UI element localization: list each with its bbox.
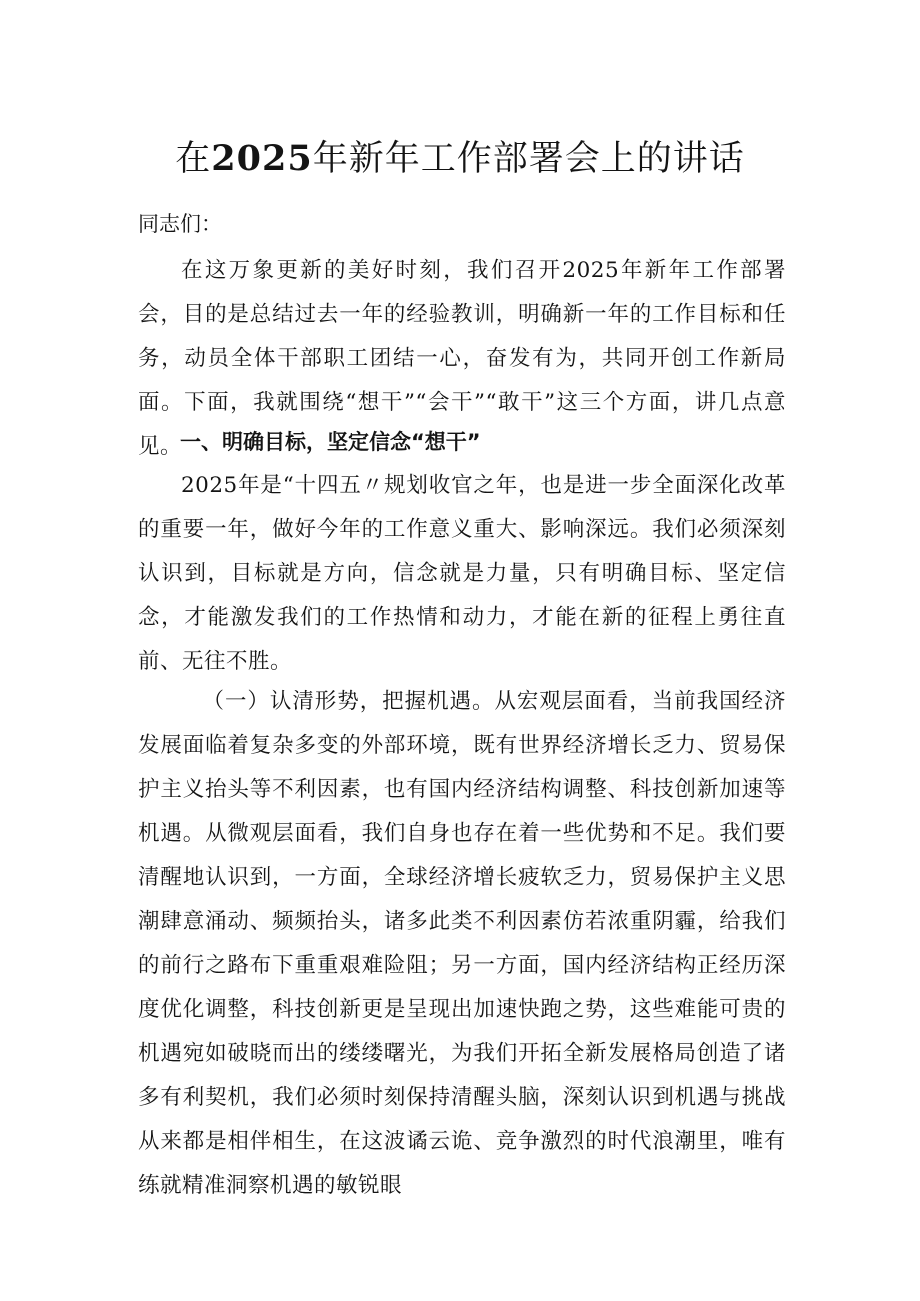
salutation: 同志们： <box>138 212 222 236</box>
intro-paragraph: 在这万象更新的美好时刻，我们召开2025年新年工作部署会，目的是总结过去一年的经验教训，明确新一年的工作目标和任务，动员全体干部职工团结一心，奋发有为，共同开创工作新局面。下面，我就围绕“想干”“会干”“敢干”这三个方面，讲几点意见。 <box>138 258 786 459</box>
document-title <box>0 133 920 185</box>
title-prefix: 在 <box>175 139 212 179</box>
title-suffix: 年新年工作部署会上的讲话 <box>312 139 745 179</box>
section-paragraph: 2025年是“十四五〃规划收官之年，也是进一步全面深化改革的重要一年，做好今年的工作意义重大、影响深远。我们必须深刻认识到，目标就是方向，信念就是力量，只有明确目标、坚定信念，才能激发我们的工作热情和动力，才能在新的征程上勇往直前、无往不胜。 <box>138 473 786 674</box>
subsection-paragraph: （一）认清形势，把握机遇。从宏观层面看，当前我国经济发展面临着复杂多变的外部环境，既有世界经济增长乏力、贸易保护主义抬头等不利因素，也有国内经济结构调整、科技创新加速等机遇。从微观层面看，我们自身也存在着一些优势和不足。我们要清醒地认识到，一方面，全球经济增长疲软乏力，贸易保护主义思潮肆意涌动、频频抬头，诸多此类不利因素仿若浓重阴霾，给我们的前行之路布下重重艰难险阻；另一方面，国内经济结构正经历深度优化调整，科技创新更是呈现出加速快跑之势，这些难能可贵的机遇宛如破晓而出的缕缕曙光，为我们开拓全新发展格局创造了诸多有利契机，我们必须时刻保持清醒头脑，深刻认识到机遇与挑战从来都是相伴相生，在这波谲云诡、竞争激烈的时代浪潮里，唯有练就精准洞察机遇的敏锐眼 <box>138 689 786 1198</box>
title-year: 2025 <box>211 138 313 179</box>
section-heading: 一、明确目标，坚定信念“想干” <box>180 430 481 454</box>
